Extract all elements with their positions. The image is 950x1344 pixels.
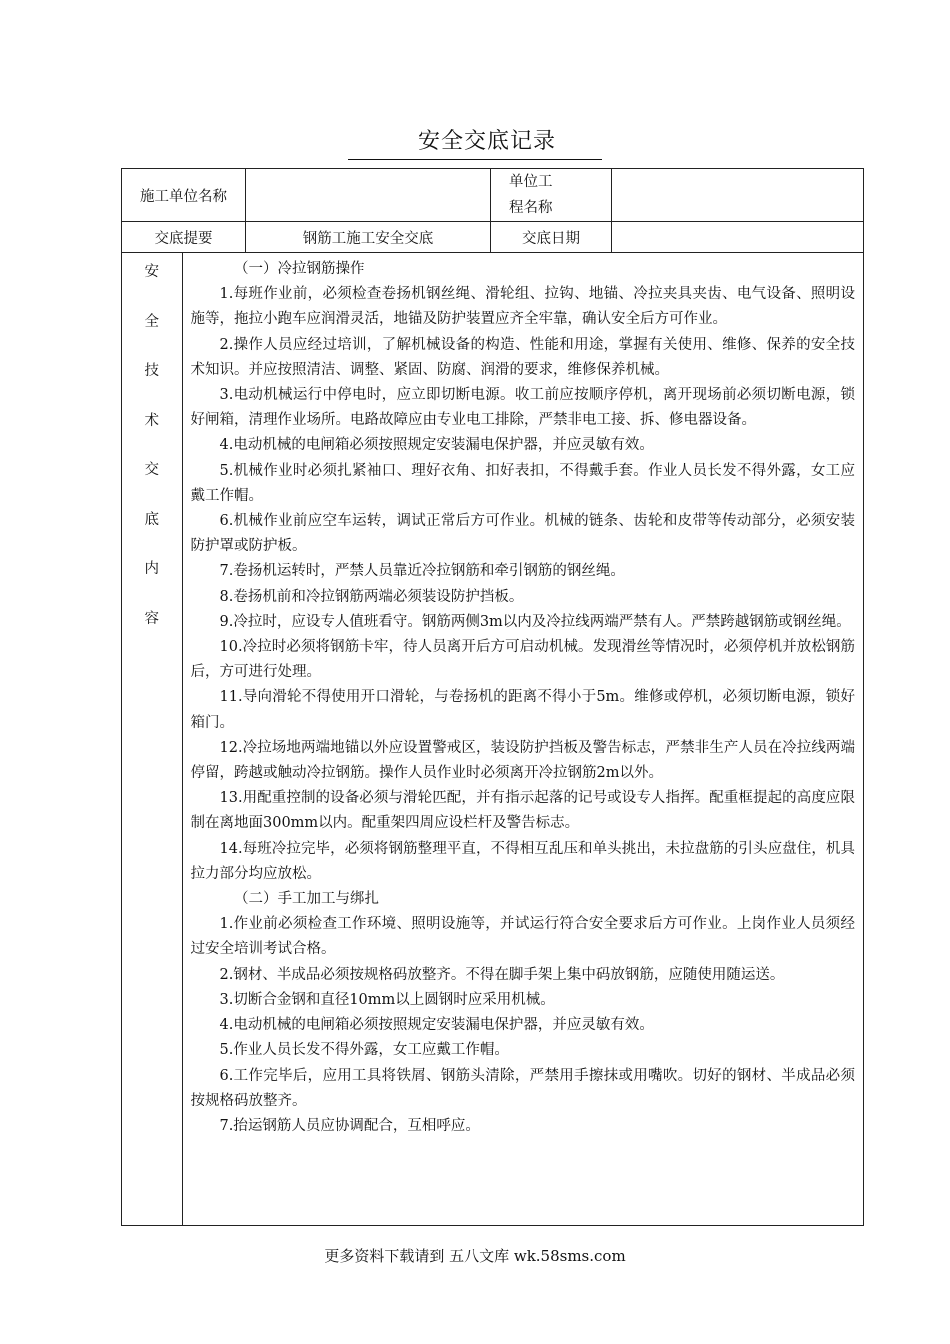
content-cell xyxy=(122,253,864,1226)
footer-link-text[interactable]: 更多资料下载请到 五八文库 wk.58sms.com xyxy=(324,1247,626,1265)
list-item: 2.钢材、半成品必须按规格码放整齐。不得在脚手架上集中码放钢筋，应随使用随运送。 xyxy=(219,966,785,983)
project-name-label-line1: 单位工 xyxy=(509,174,553,190)
section-heading: （一）冷拉钢筋操作 xyxy=(234,261,365,277)
document-title-wrap xyxy=(0,127,950,160)
row-summary xyxy=(122,222,864,253)
briefing-content xyxy=(182,253,863,1225)
side-char: 底 xyxy=(144,511,159,528)
list-item: 6.工作完毕后，应用工具将铁屑、钢筋头清除，严禁用手擦抹或用嘴吹。切好的钢材、半成品必须按规格码放整齐。 xyxy=(190,1067,855,1109)
side-char: 安 xyxy=(144,264,159,280)
project-name-value xyxy=(612,169,864,222)
list-item: 5.作业人员长发不得外露，女工应戴工作帽。 xyxy=(219,1042,509,1059)
summary-value: 钢筋工施工安全交底 xyxy=(246,222,491,253)
safety-briefing-table xyxy=(121,168,864,1226)
list-item: 1.每班作业前，必须检查卷扬机钢丝绳、滑轮组、拉钩、地锚、冷拉夹具夹齿、电气设备、照明设施等，拖拉小跑车应润滑灵活，地锚及防护装置应齐全牢靠，确认安全后方可作业。 xyxy=(190,286,855,328)
list-item: 3.切断合金钢和直径10mm以上圆钢时应采用机械。 xyxy=(219,991,555,1008)
unit-name-value xyxy=(246,169,491,222)
side-char: 技 xyxy=(144,363,159,379)
side-char: 内 xyxy=(144,561,159,577)
list-item: 4.电动机械的电闸箱必须按照规定安装漏电保护器，并应灵敏有效。 xyxy=(219,437,654,454)
list-item: 7.抬运钢筋人员应协调配合，互相呼应。 xyxy=(219,1117,480,1134)
list-item: 8.卷扬机前和冷拉钢筋两端必须装设防护挡板。 xyxy=(219,588,524,605)
list-item: 9.冷拉时，应设专人值班看守。钢筋两侧3m以内及冷拉线两端严禁有人。严禁跨越钢筋或钢丝绳。 xyxy=(219,613,851,630)
list-item: 4.电动机械的电闸箱必须按照规定安装漏电保护器，并应灵敏有效。 xyxy=(219,1017,654,1034)
section-heading: （二）手工加工与绑扎 xyxy=(234,891,379,908)
side-label xyxy=(122,253,182,1225)
list-item: 1.作业前必须检查工作环境、照明设施等，并试运行符合安全要求后方可作业。上岗作业人员须经过安全培训考试合格。 xyxy=(190,916,855,958)
project-name-label-line2: 程名称 xyxy=(509,200,553,216)
list-item: 5.机械作业时必须扎紧袖口、理好衣角、扣好表扣，不得戴手套。作业人员长发不得外露，女工应戴工作帽。 xyxy=(190,462,855,504)
list-item: 11.导向滑轮不得使用开口滑轮，与卷扬机的距离不得小于5m。维修或停机，必须切断电源，锁好箱门。 xyxy=(190,689,855,731)
side-char: 全 xyxy=(144,313,159,330)
list-item: 12.冷拉场地两端地锚以外应设置警戒区，装设防护挡板及警告标志，严禁非生产人员在冷拉线两端停留，跨越或触动冷拉钢筋。操作人员作业时必须离开冷拉钢筋2m以外。 xyxy=(190,739,855,782)
content-inner-table xyxy=(122,253,863,1225)
row-content xyxy=(122,253,864,1226)
date-label: 交底日期 xyxy=(491,222,612,253)
list-item: 13.用配重控制的设备必须与滑轮匹配，并有指示起落的记号或设专人指挥。配重框提起的高度应限制在离地面300mm以内。配重架四周应设栏杆及警告标志。 xyxy=(190,790,855,832)
list-item: 2.操作人员应经过培训，了解机械设备的构造、性能和用途，掌握有关使用、维修、保养的安全技术知识。并应按照清洁、调整、紧固、防腐、润滑的要求，维修保养机械。 xyxy=(190,336,855,378)
project-name-label xyxy=(491,169,612,222)
side-char: 交 xyxy=(144,462,159,478)
list-item: 7.卷扬机运转时，严禁人员靠近冷拉钢筋和牵引钢筋的钢丝绳。 xyxy=(219,563,625,580)
side-char: 容 xyxy=(144,610,159,627)
date-value xyxy=(612,222,864,253)
list-item: 6.机械作业前应空车运转，调试正常后方可作业。机械的链条、齿轮和皮带等传动部分，必须安装防护罩或防护板。 xyxy=(190,513,855,555)
summary-label: 交底提要 xyxy=(122,222,246,253)
list-item: 14.每班冷拉完毕，必须将钢筋整理平直，不得相互乱压和单头挑出，未拉盘筋的引头应盘住，机具拉力部分均应放松。 xyxy=(190,840,855,882)
unit-name-label: 施工单位名称 xyxy=(122,169,246,222)
document-title: 安全交底记录 xyxy=(348,127,602,160)
side-char: 术 xyxy=(144,412,159,429)
list-item: 3.电动机械运行中停电时，应立即切断电源。收工前应按顺序停机，离开现场前必须切断电源，锁好闸箱，清理作业场所。电路故障应由专业电工排除，严禁非电工接、拆、修电器设备。 xyxy=(190,387,855,429)
row-unit xyxy=(122,169,864,222)
list-item: 10.冷拉时必须将钢筋卡牢，待人员离开后方可启动机械。发现滑丝等情况时，必须停机并放松钢筋后，方可进行处理。 xyxy=(190,639,855,681)
